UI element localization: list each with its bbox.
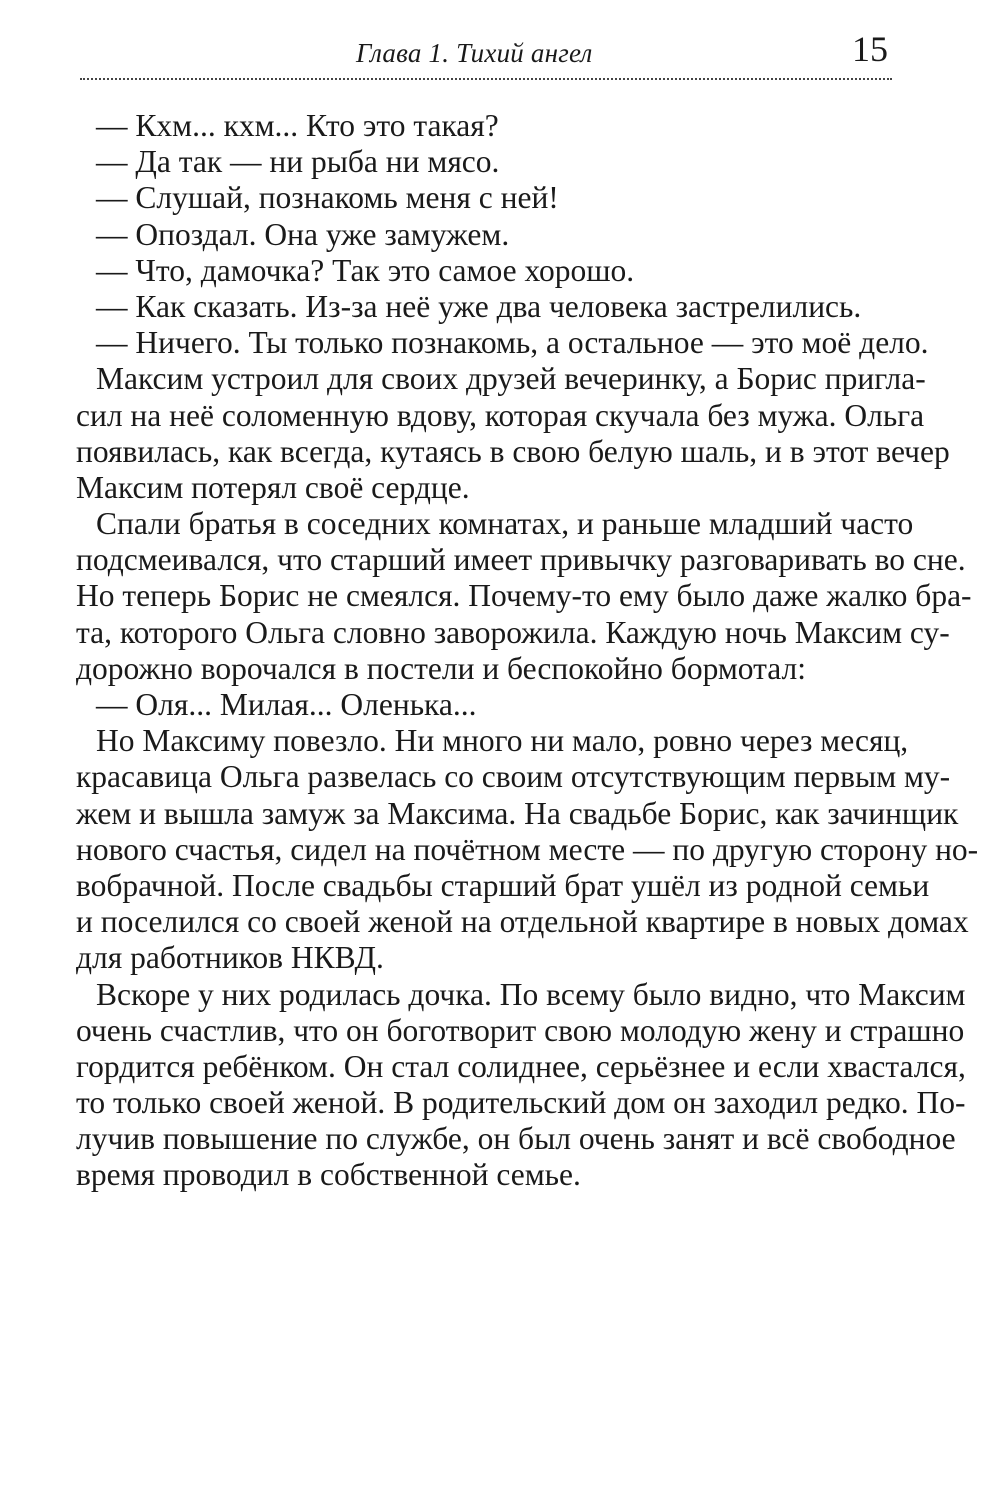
dialogue-line: — Да так — ни рыба ни мясо.: [96, 144, 500, 180]
body-text: [76, 108, 979, 1194]
page-number: 15: [852, 29, 888, 69]
paragraph-line: красавица Ольга развелась со своим отсутствующим первым му-: [76, 759, 951, 795]
dialogue-line: — Как сказать. Из-за неё уже два человека застрелились.: [96, 288, 862, 324]
dialogue-line: — Что, дамочка? Так это самое хорошо.: [96, 252, 635, 288]
paragraph-line: очень счастлив, что он боготворит свою молодую жену и страшно: [76, 1012, 965, 1048]
paragraph-line: то только своей женой. В родительский дом он заходил редко. По-: [76, 1085, 966, 1121]
paragraph-line: Максим устроил для своих друзей вечеринку, а Борис пригла-: [96, 361, 926, 397]
paragraph-line: жем и вышла замуж за Максима. На свадьбе Борис, как зачинщик: [76, 795, 959, 831]
paragraph-line: подсмеивался, что старший имеет привычку разговаривать во сне.: [76, 542, 966, 578]
paragraph-line: и поселился со своей женой на отдельной квартире в новых домах: [76, 904, 969, 940]
paragraph-line: время проводил в собственной семье.: [76, 1157, 581, 1193]
chapter-title: Глава 1. Тихий ангел: [356, 38, 593, 68]
dialogue-line: — Опоздал. Она уже замужем.: [96, 216, 510, 252]
dialogue-line: — Кхм... кхм... Кто это такая?: [96, 108, 499, 143]
paragraph-line: Но Максиму повезло. Ни много ни мало, ровно через месяц,: [96, 723, 909, 759]
dialogue-line: — Ничего. Ты только познакомь, а остальное — это моё дело.: [96, 325, 929, 361]
paragraph-line: Максим потерял своё сердце.: [76, 469, 470, 505]
paragraph-line: та, которого Ольга словно заворожила. Каждую ночь Максим су-: [76, 614, 950, 650]
paragraph-line: гордится ребёнком. Он стал солиднее, серьёзнее и если хвастался,: [76, 1048, 966, 1084]
paragraph-line: Но теперь Борис не смеялся. Почему-то ему было даже жалко бра-: [76, 578, 972, 614]
paragraph-line: вобрачной. После свадьбы старший брат ушёл из родной семьи: [76, 867, 930, 903]
running-header: [80, 24, 892, 80]
dialogue-line: — Оля... Милая... Оленька...: [96, 687, 477, 722]
paragraph-line: для работников НКВД.: [76, 940, 384, 976]
paragraph-line: появилась, как всегда, кутаясь в свою белую шаль, и в этот вечер: [76, 433, 950, 469]
paragraph-line: дорожно ворочался в постели и беспокойно бормотал:: [76, 650, 807, 686]
paragraph-line: лучив повышение по службе, он был очень занят и всё свободное: [76, 1121, 956, 1157]
paragraph-line: Спали братья в соседних комнатах, и раньше младший часто: [96, 506, 914, 542]
paragraph-line: Вскоре у них родилась дочка. По всему было видно, что Максим: [96, 976, 966, 1012]
paragraph-line: нового счастья, сидел на почётном месте — по другую сторону но-: [76, 831, 979, 867]
dialogue-line: — Слушай, познакомь меня с ней!: [96, 180, 559, 216]
paragraph-line: сил на неё соломенную вдову, которая скучала без мужа. Ольга: [76, 397, 925, 433]
